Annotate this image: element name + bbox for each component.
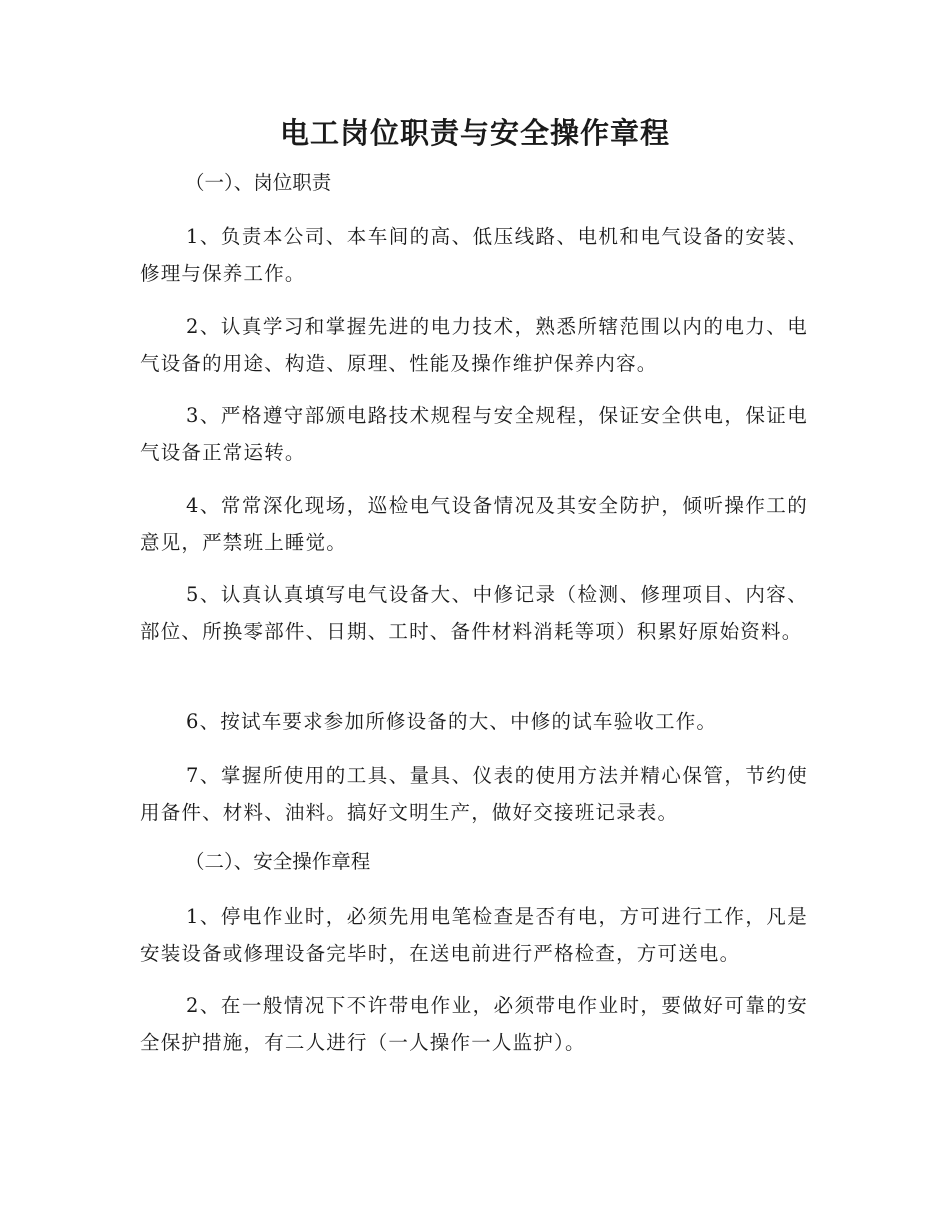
safety-item-1: 1、停电作业时，必须先用电笔检查是否有电，方可进行工作，凡是安装设备或修理设备完毕时，在送电前进行严格检查，方可送电。 <box>140 905 808 965</box>
document-title: 电工岗位职责与安全操作章程 <box>279 116 670 150</box>
duty-item-6: 6、按试车要求参加所修设备的大、中修的试车验收工作。 <box>186 710 718 733</box>
duty-item-4: 4、常常深化现场，巡检电气设备情况及其安全防护，倾听操作工的意见，严禁班上睡觉。 <box>140 494 808 554</box>
duty-item-5: 5、认真认真填写电气设备大、中修记录（检测、修理项目、内容、部位、所换零部件、日期、工时、备件材料消耗等项）积累好原始资料。 <box>140 583 808 643</box>
duty-item-7: 7、掌握所使用的工具、量具、仪表的使用方法并精心保管，节约使用备件、材料、油料。搞好文明生产，做好交接班记录表。 <box>140 764 808 824</box>
duty-item-1: 1、负责本公司、本车间的高、低压线路、电机和电气设备的安装、修理与保养工作。 <box>140 225 808 285</box>
section-heading-safety: （二）、安全操作章程 <box>185 850 371 873</box>
duty-item-3: 3、严格遵守部颁电路技术规程与安全规程，保证安全供电，保证电气设备正常运转。 <box>140 404 808 464</box>
safety-item-2: 2、在一般情况下不许带电作业，必须带电作业时，要做好可靠的安全保护措施，有二人进行（一人操作一人监护）。 <box>140 994 808 1054</box>
duty-item-2: 2、认真学习和掌握先进的电力技术，熟悉所辖范围以内的电力、电气设备的用途、构造、原理、性能及操作维护保养内容。 <box>140 315 808 375</box>
section-heading-duties: （一）、岗位职责 <box>185 171 332 194</box>
